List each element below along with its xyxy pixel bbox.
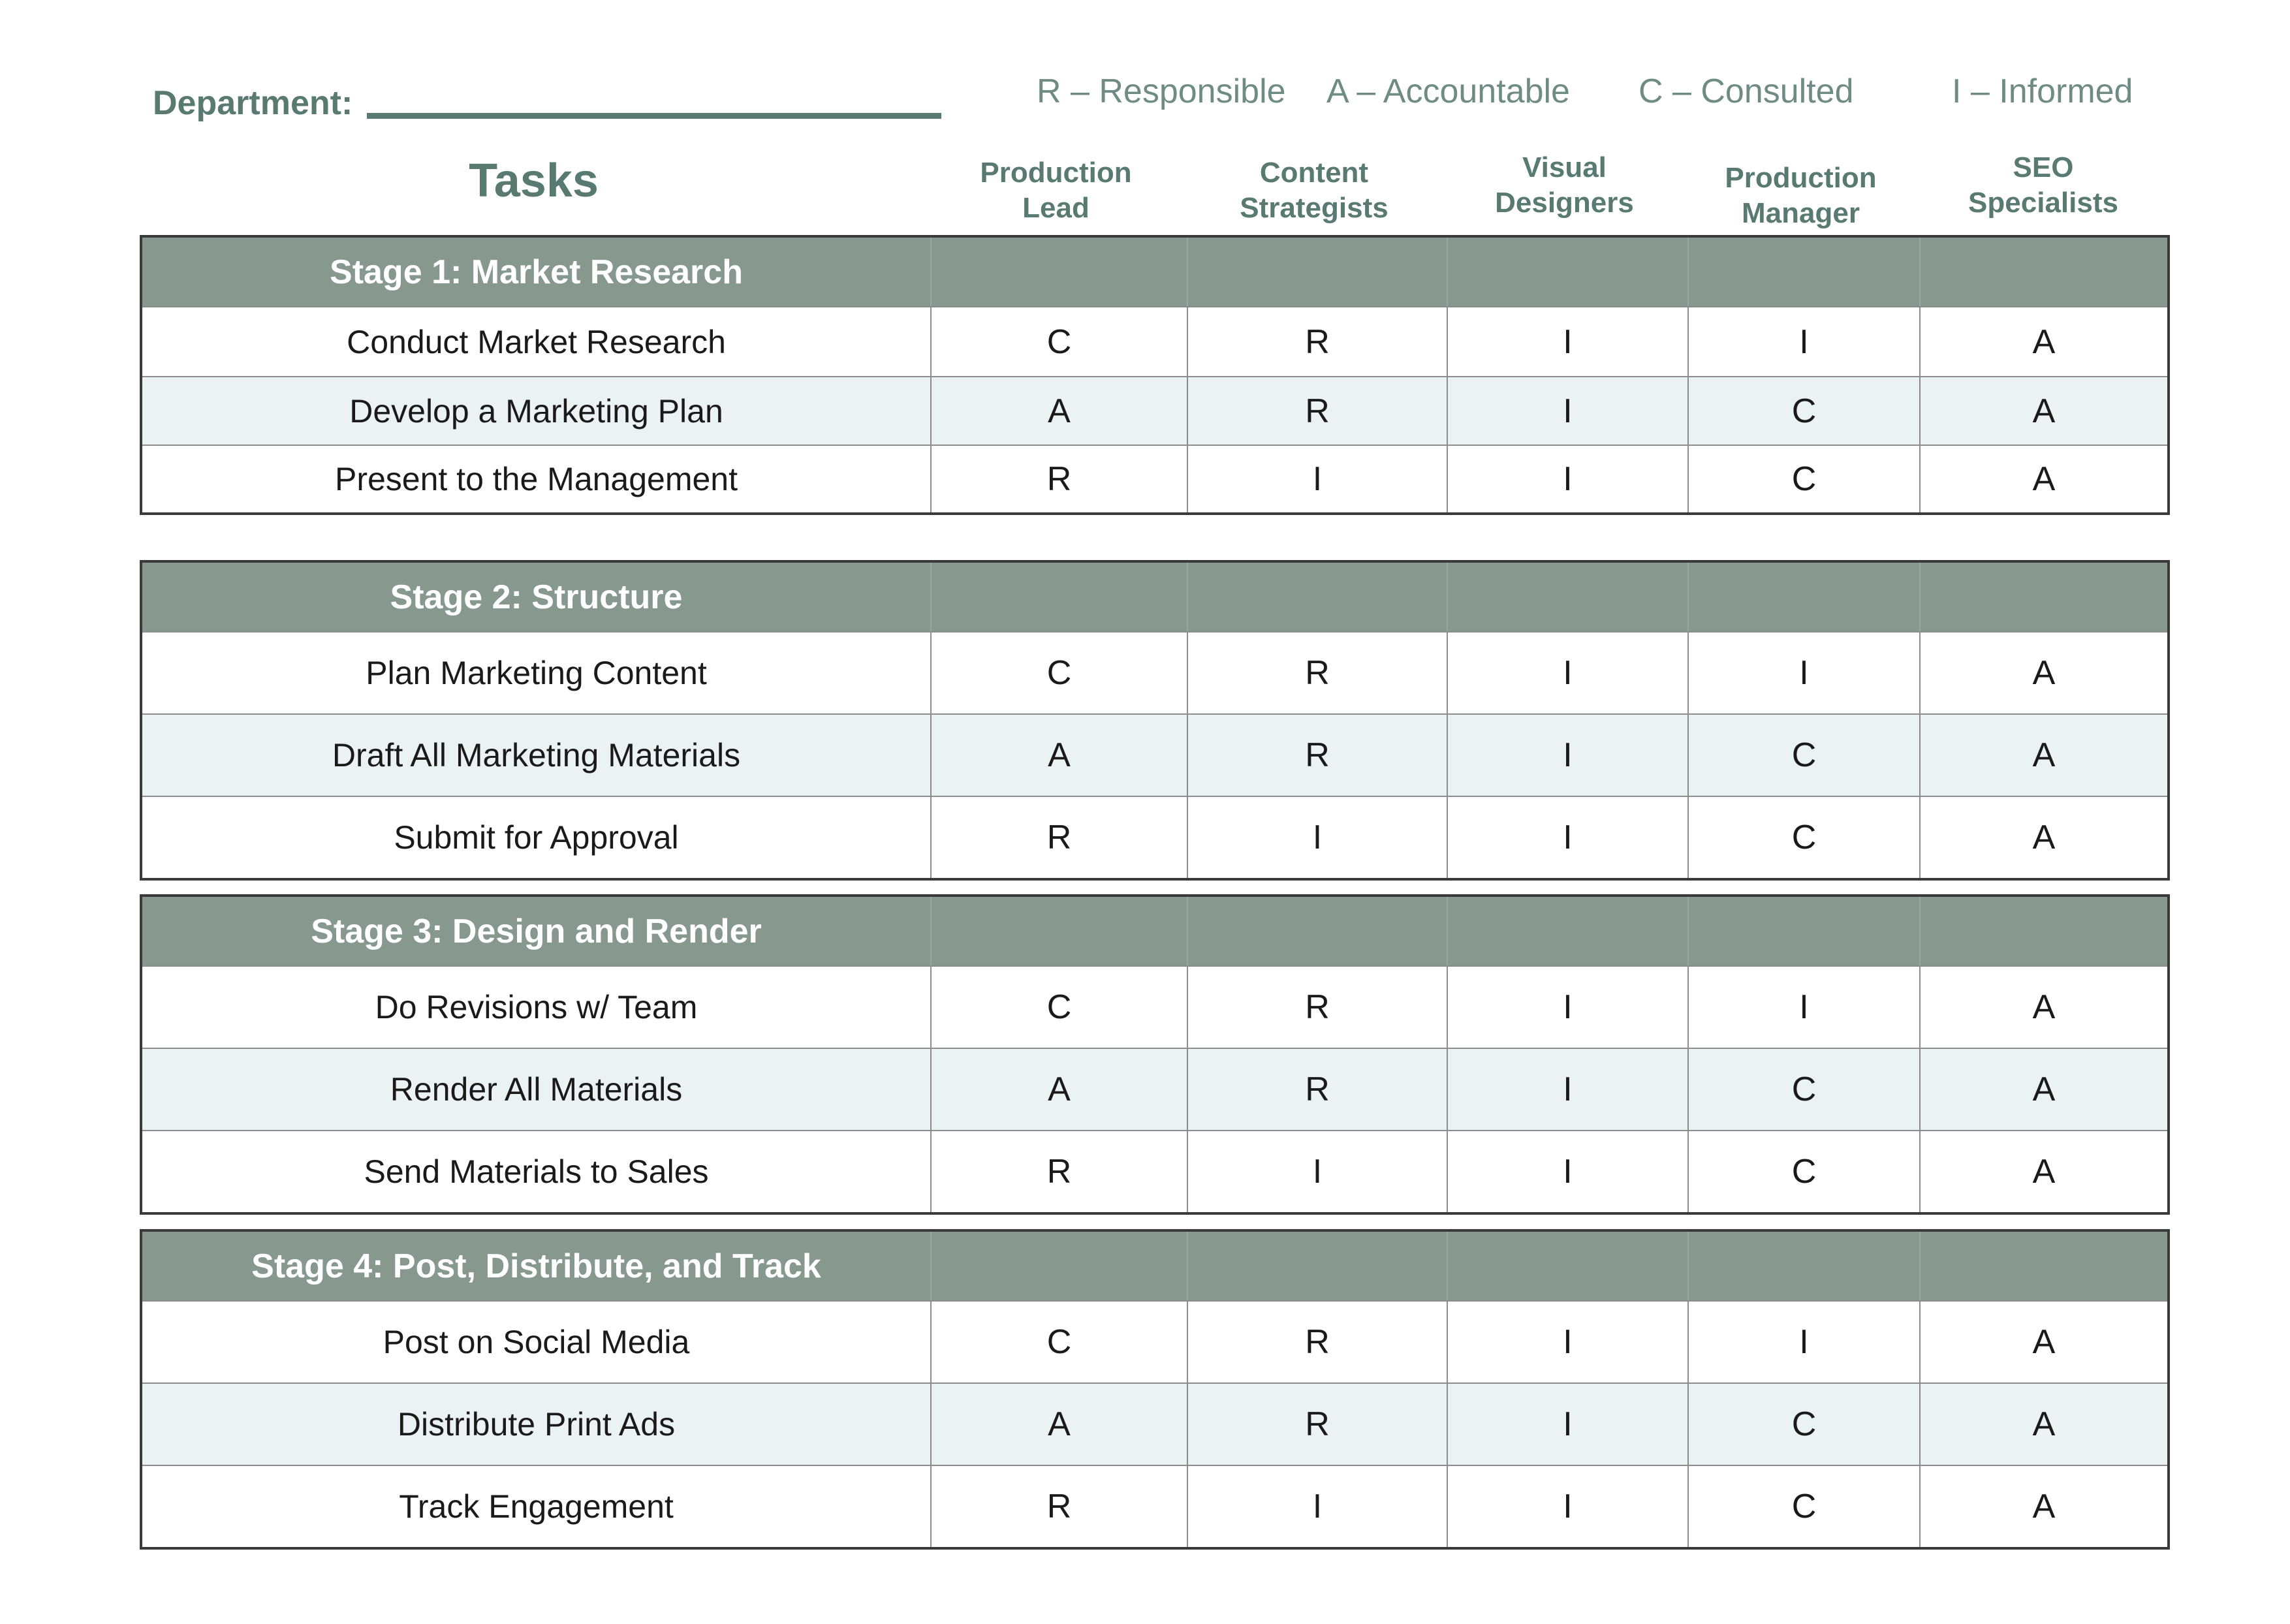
raci-cell: I [1447,1466,1687,1547]
raci-cell: I [1447,632,1687,713]
raci-cell: C [1687,1466,1919,1547]
task-cell: Distribute Print Ads [397,1406,676,1443]
raci-cell: A [1919,715,2167,796]
stage-title: Stage 3: Design and Render [311,912,762,950]
raci-cell: C [1687,377,1919,445]
raci-cell: A [1919,1466,2167,1547]
raci-cell: C [1687,715,1919,796]
task-cell: Post on Social Media [383,1324,690,1360]
raci-cell: C [930,307,1187,376]
role-header-production-manager: Production Manager [1725,162,1877,229]
raci-cell: A [1919,1049,2167,1130]
raci-cell: A [930,1384,1187,1465]
table-row [142,445,2167,512]
task-cell: Render All Materials [390,1071,683,1108]
raci-cell: R [1187,632,1447,713]
raci-cell: I [1187,446,1447,512]
raci-cell: I [1447,967,1687,1048]
legend-consulted: C – Consulted [1639,72,1854,110]
raci-cell: I [1447,446,1687,512]
raci-cell: A [1919,1131,2167,1212]
raci-cell: I [1687,307,1919,376]
table-row [142,1048,2167,1130]
stage-table [140,894,2170,1215]
raci-cell: I [1447,307,1687,376]
raci-cell: I [1187,797,1447,878]
raci-cell: I [1187,1466,1447,1547]
raci-cell: I [1447,1384,1687,1465]
raci-cell: A [1919,967,2167,1048]
task-cell: Conduct Market Research [347,323,726,360]
raci-cell: I [1687,967,1919,1048]
table-row [142,1382,2167,1465]
department-label: Department: [153,84,353,122]
task-cell: Do Revisions w/ Team [375,989,698,1025]
table-row [142,376,2167,445]
stage-table [140,560,2170,881]
role-header-content-strategists: Content Strategists [1240,157,1388,224]
raci-cell: R [1187,967,1447,1048]
task-cell: Develop a Marketing Plan [349,392,723,429]
raci-cell: I [1447,1131,1687,1212]
raci-cell: I [1447,1049,1687,1130]
task-cell: Track Engagement [399,1488,674,1525]
raci-cell: A [1919,1384,2167,1465]
task-cell: Present to the Management [334,461,738,497]
raci-cell: A [1919,377,2167,445]
table-row [142,631,2167,713]
stage-title: Stage 1: Market Research [330,253,743,291]
raci-cell: I [1187,1131,1447,1212]
raci-cell: A [1919,1302,2167,1382]
stage-title: Stage 2: Structure [390,578,683,616]
raci-cell: R [930,797,1187,878]
stage-header [142,897,2167,965]
stage-title: Stage 4: Post, Distribute, and Track [251,1247,821,1285]
raci-cell: A [930,715,1187,796]
raci-cell: R [930,446,1187,512]
raci-cell: A [1919,797,2167,878]
task-cell: Plan Marketing Content [366,655,707,691]
table-row [142,306,2167,376]
raci-cell: C [1687,1049,1919,1130]
legend-responsible: R – Responsible [1037,72,1286,110]
raci-cell: R [1187,1049,1447,1130]
raci-cell: C [1687,1384,1919,1465]
raci-cell: I [1447,797,1687,878]
raci-cell: R [1187,1384,1447,1465]
raci-cell: C [1687,797,1919,878]
raci-cell: R [1187,715,1447,796]
raci-cell: C [930,1302,1187,1382]
table-row [142,965,2167,1048]
raci-cell: A [1919,632,2167,713]
legend-accountable: A – Accountable [1326,72,1570,110]
raci-cell: C [1687,1131,1919,1212]
department-input-line[interactable] [367,113,941,119]
raci-cell: C [930,967,1187,1048]
role-header-seo-specialists: SEO Specialists [1968,151,2118,219]
raci-cell: R [930,1466,1187,1547]
table-row [142,713,2167,796]
table-row [142,1300,2167,1382]
raci-cell: C [930,632,1187,713]
raci-cell: A [930,377,1187,445]
legend-informed: I – Informed [1952,72,2133,110]
role-header-production-lead: Production Lead [980,157,1132,224]
raci-cell: R [1187,377,1447,445]
role-header-visual-designers: Visual Designers [1495,151,1634,219]
raci-cell: I [1447,1302,1687,1382]
raci-cell: R [1187,307,1447,376]
task-cell: Send Materials to Sales [364,1153,709,1190]
raci-cell: A [930,1049,1187,1130]
task-cell: Submit for Approval [394,819,679,856]
stage-header [142,238,2167,306]
table-row [142,1465,2167,1547]
table-row [142,796,2167,878]
raci-cell: C [1687,446,1919,512]
raci-cell: R [930,1131,1187,1212]
raci-cell: I [1687,632,1919,713]
raci-cell: I [1447,715,1687,796]
raci-cell: R [1187,1302,1447,1382]
raci-cell: I [1447,377,1687,445]
stage-header [142,1232,2167,1300]
department-field [153,84,941,123]
task-cell: Draft All Marketing Materials [332,737,741,773]
tasks-heading: Tasks [469,155,599,207]
table-row [142,1130,2167,1212]
stage-header [142,563,2167,631]
stage-table [140,1229,2170,1550]
raci-cell: A [1919,446,2167,512]
raci-cell: I [1687,1302,1919,1382]
raci-cell: A [1919,307,2167,376]
stage-table [140,235,2170,515]
